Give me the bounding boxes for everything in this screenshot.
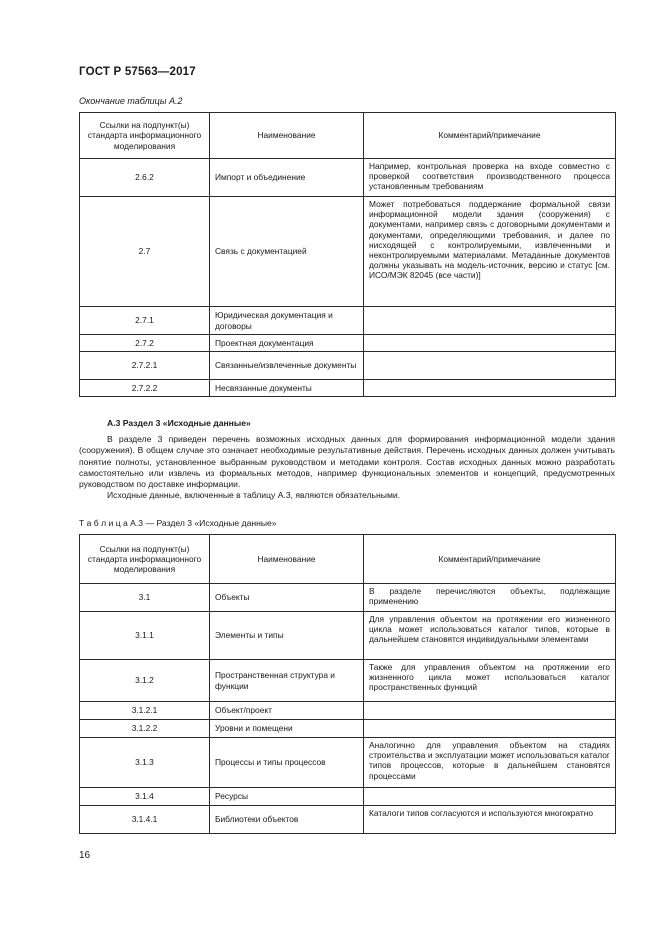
row-name: Связь с документацией: [210, 197, 364, 307]
row-name: Процессы и типы процессов: [210, 738, 364, 788]
row-comment: В разделе перечисляются объекты, подлежащие применению: [364, 584, 616, 612]
table-a3: [79, 534, 616, 834]
row-name: Проектная документация: [210, 335, 364, 352]
table-row: [80, 307, 616, 335]
row-comment: Для управления объектом на протяжении его жизненного цикла может использоваться каталог типов, которые в дальнейшем становятся индивидуальными элементами: [364, 612, 616, 660]
page-number: 16: [79, 850, 91, 861]
row-comment: Каталоги типов согласуются и используются многократно: [364, 806, 616, 834]
table-row: [80, 584, 616, 612]
row-code: 3.1.3: [80, 738, 210, 788]
row-comment: Аналогично для управления объектом на стадиях строительства и эксплуатации может использоваться каталог типов процессов, которые в дальнейшем становятся процессами: [364, 738, 616, 788]
paragraph: В разделе 3 приведен перечень возможных исходных данных для формирования информационной модели здания (сооружения). В общем случае это означает необходимые результативные действия. Перечень исходных данных должен учитывать понятие полноты, установленное выбранным руководством и методами контроля. Состав исходных данных можно разработать самостоятельно или извлечь из формальных методов, например функциональных элементов и концепций, предусмотренных руководством по доставке информации.: [79, 434, 615, 490]
header-name: Наименование: [210, 113, 364, 159]
table-a3-caption: Т а б л и ц а А.3 — Раздел 3 «Исходные данные»: [79, 518, 277, 528]
row-name: Связанные/извлеченные документы: [210, 352, 364, 380]
row-name: Несвязанные документы: [210, 380, 364, 397]
row-code: 3.1.4: [80, 788, 210, 806]
row-code: 2.6.2: [80, 159, 210, 197]
table-row: [80, 380, 616, 397]
paragraph: Исходные данные, включенные в таблицу А.3, являются обязательными.: [107, 490, 401, 501]
row-name: Ресурсы: [210, 788, 364, 806]
row-code: 3.1.2: [80, 660, 210, 702]
table-row: [80, 702, 616, 720]
table-row: [80, 352, 616, 380]
row-comment: [364, 335, 616, 352]
table-row: [80, 197, 616, 307]
row-name: Объекты: [210, 584, 364, 612]
row-comment: [364, 380, 616, 397]
header-comment: Комментарий/примечание: [364, 113, 616, 159]
row-name: Пространственная структура и функции: [210, 660, 364, 702]
row-code: 3.1.2.2: [80, 720, 210, 738]
row-comment: [364, 352, 616, 380]
header-ref: Ссылки на подпункт(ы) стандарта информационного моделирования: [80, 535, 210, 584]
table-row: [80, 612, 616, 660]
table-row: [80, 720, 616, 738]
row-comment: [364, 788, 616, 806]
row-code: 2.7.2.1: [80, 352, 210, 380]
table-row: [80, 660, 616, 702]
table-row: [80, 159, 616, 197]
document-header: ГОСТ Р 57563—2017: [79, 66, 196, 78]
table-header-row: [80, 535, 616, 584]
row-name: Элементы и типы: [210, 612, 364, 660]
row-code: 3.1: [80, 584, 210, 612]
header-name: Наименование: [210, 535, 364, 584]
section-heading: А.3 Раздел 3 «Исходные данные»: [107, 418, 251, 428]
row-name: Юридическая документация и договоры: [210, 307, 364, 335]
row-comment: Может потребоваться поддержание формальной связи информационной модели здания (сооружения) с документами, например связь с договорными документами и документами, определяющими требования, и далее по нисходящей с контролируемыми, извлеченными и неконтролируемыми материалами. Метаданные документов должны указывать на модель-источник, версию и статус [см. ИСО/МЭК 82045 (все части)]: [364, 197, 616, 307]
table-row: [80, 738, 616, 788]
row-comment: Также для управления объектом на протяжении его жизненного цикла может использоваться каталог пространственных функций: [364, 660, 616, 702]
row-name: Импорт и объединение: [210, 159, 364, 197]
row-code: 2.7.2: [80, 335, 210, 352]
row-code: 2.7.1: [80, 307, 210, 335]
row-name: Библиотеки объектов: [210, 806, 364, 834]
row-code: 3.1.2.1: [80, 702, 210, 720]
row-code: 2.7.2.2: [80, 380, 210, 397]
row-name: Уровни и помещени: [210, 720, 364, 738]
row-code: 2.7: [80, 197, 210, 307]
row-comment: [364, 702, 616, 720]
table-a2: [79, 112, 616, 397]
row-code: 3.1.4.1: [80, 806, 210, 834]
row-comment: [364, 720, 616, 738]
header-ref: Ссылки на подпункт(ы) стандарта информационного моделирования: [80, 113, 210, 159]
row-code: 3.1.1: [80, 612, 210, 660]
table-row: [80, 335, 616, 352]
table-a2-caption: Окончание таблицы А.2: [79, 96, 183, 106]
table-row: [80, 788, 616, 806]
table-header-row: [80, 113, 616, 159]
row-comment: Например, контрольная проверка на входе совместно с проверкой соответствия производственного процесса установленным требованиям: [364, 159, 616, 197]
header-comment: Комментарий/примечание: [364, 535, 616, 584]
table-row: [80, 806, 616, 834]
section-body: [79, 434, 615, 502]
row-comment: [364, 307, 616, 335]
row-name: Объект/проект: [210, 702, 364, 720]
